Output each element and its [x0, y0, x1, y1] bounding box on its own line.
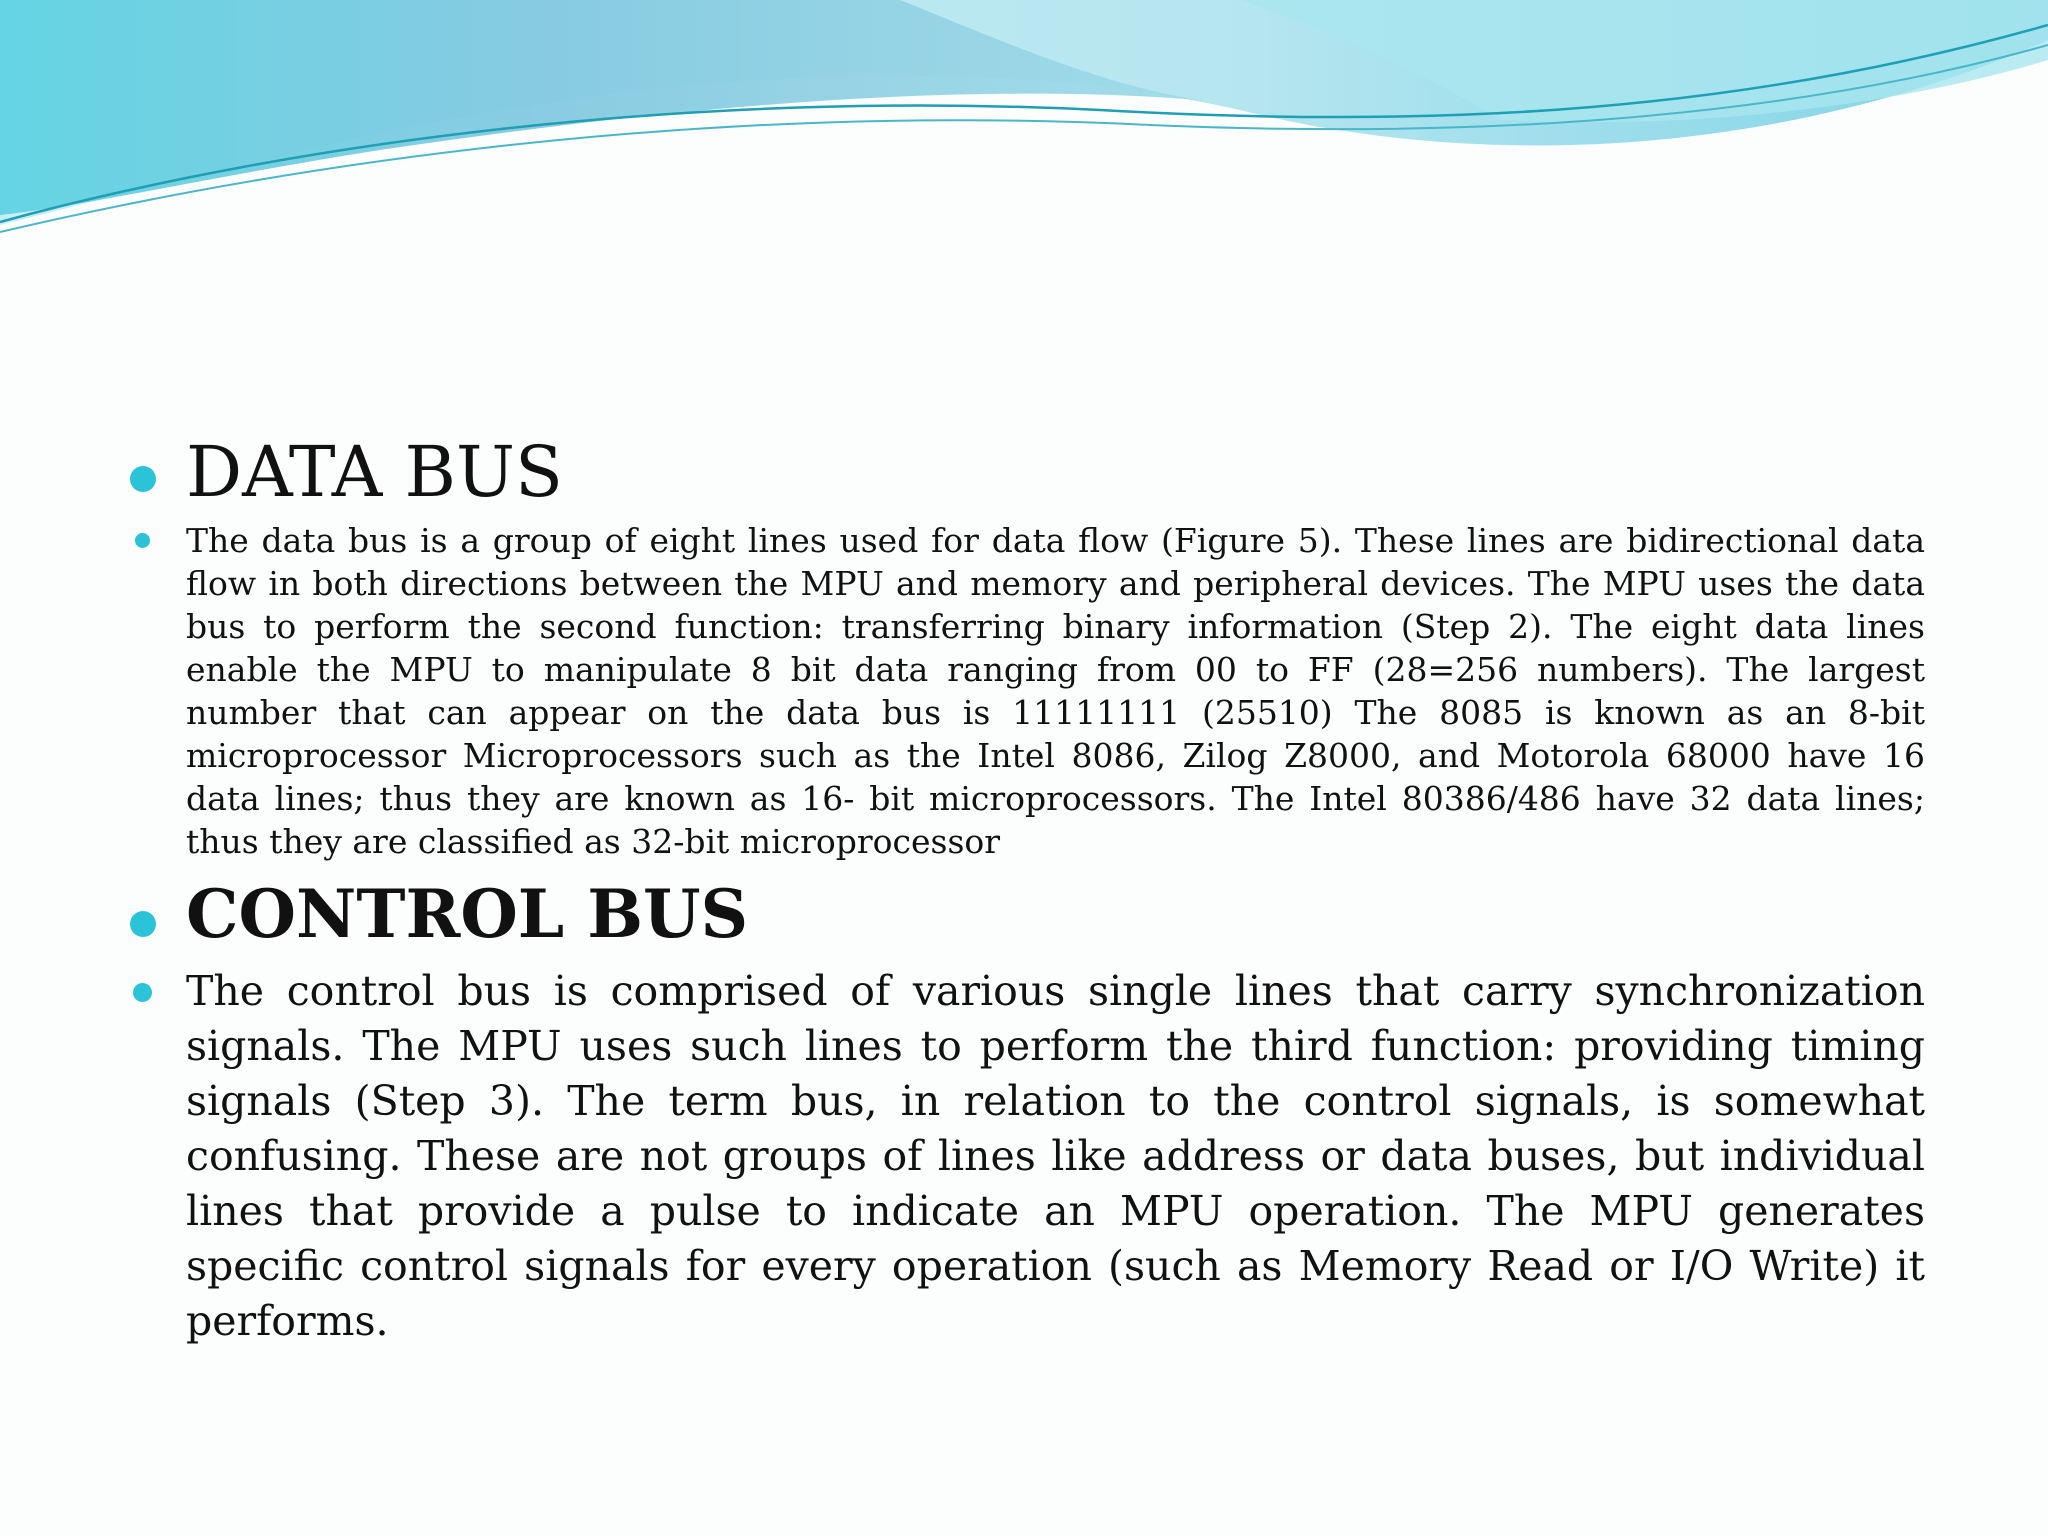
control-bus-body-item: [130, 964, 1925, 1349]
header-wave-decoration: [0, 0, 2048, 260]
bullet-dot-icon: [135, 533, 150, 548]
bullet-dot-icon: [133, 983, 152, 1002]
bullet-dot-icon: [130, 466, 156, 492]
control-bus-description: The control bus is comprised of various single lines that carry synchronization signals. The MPU uses such lines to perform the third function: providing timing signals (Step 3). The term bus, in relation to the control signals, is somewhat confusing. These are not groups of lines like address or data buses, but individual lines that provide a pulse to indicate an MPU operation. The MPU generates specific control signals for every operation (such as Memory Read or I/O Write) it performs.: [186, 967, 1925, 1346]
control-bus-heading-item: [130, 874, 1925, 953]
data-bus-heading: DATA BUS: [186, 431, 563, 513]
control-bus-heading: CONTROL BUS: [186, 874, 749, 953]
data-bus-description: The data bus is a group of eight lines used for data flow (Figure 5). These lines are bidirectional data flow in both directions between the MPU and memory and peripheral devices. The MPU uses the data bus to perform the second function: transferring binary information (Step 2). The eight data lines enable the MPU to manipulate 8 bit data ranging from 00 to FF (28=256 numbers). The largest number that can appear on the data bus is 11111111 (25510) The 8085 is known as an 8-bit microprocessor Microprocessors such as the Intel 8086, Zilog Z8000, and Motorola 68000 have 16 data lines; thus they are known as 16- bit microprocessors. The Intel 80386/486 have 32 data lines; thus they are classified as 32-bit microprocessor: [186, 520, 1925, 861]
data-bus-body-item: [130, 519, 1925, 863]
data-bus-heading-item: [130, 432, 1925, 513]
bullet-dot-icon: [130, 911, 156, 937]
slide-content: [130, 432, 1925, 1349]
